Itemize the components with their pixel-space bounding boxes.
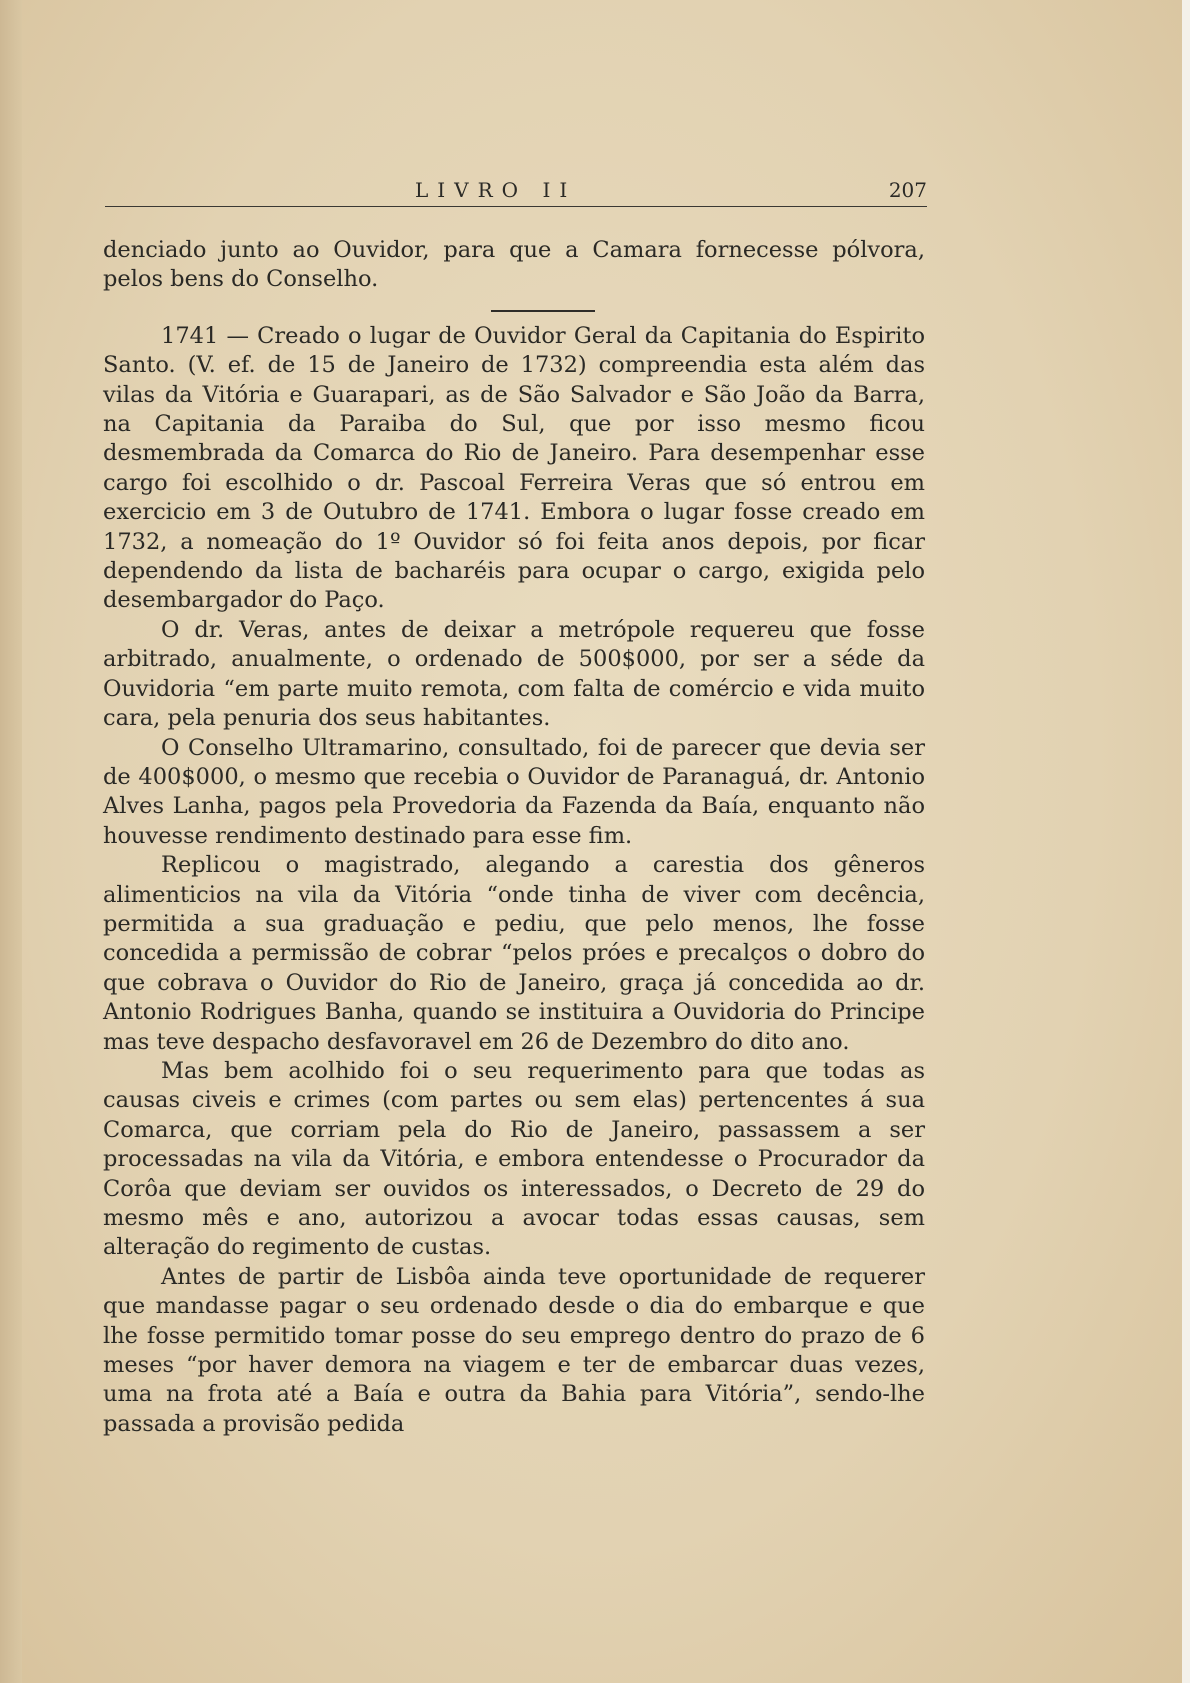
page-binding-edge — [0, 0, 22, 1683]
paragraph: 1741 — Creado o lugar de Ouvidor Geral da Capitania do Espirito Santo. (V. ef. de 15 de Janeiro de 1732) compreendia esta além das vilas da Vitória e Guarapari, as de São Salvador e São João da Barra, na Capitania da Paraiba do Sul, que por isso mesmo ficou desmembrada da Comarca do Rio de Janeiro. Para desempenhar esse cargo foi escolhido o dr. Pascoal Ferreira Veras que só entrou em exercicio em 3 de Outubro de 1741. Embora o lugar fosse creado em 1732, a nomeação do 1º Ouvidor só foi feita anos depois, por ficar dependendo da lista de bacharéis para ocupar o cargo, exigida pelo desembargador do Paço. — [103, 322, 925, 614]
page-header — [105, 178, 927, 204]
page-number: 207 — [888, 178, 927, 202]
paragraph: Antes de partir de Lisbôa ainda teve oportunidade de requerer que mandasse pagar o seu ordenado desde o dia do embarque e que lhe fosse permitido tomar posse do seu emprego dentro do prazo de 6 meses “por haver demora na viagem e ter de embarcar duas vezes, uma na frota até a Baía e outra da Bahia para Vitória”, sendo-lhe passada a provisão pedida — [103, 1263, 925, 1437]
running-title: LIVRO II — [415, 178, 577, 202]
paragraph: O Conselho Ultramarino, consultado, foi de parecer que devia ser de 400$000, o mesmo que recebia o Ouvidor de Paranaguá, dr. Antonio Alves Lanha, pagos pela Provedoria da Fazenda da Baía, enquanto não houvesse rendimento destinado para esse fim. — [103, 734, 925, 849]
paragraph: Mas bem acolhido foi o seu requerimento para que todas as causas civeis e crimes (com partes ou sem elas) pertencentes á sua Comarca, que corriam pela do Rio de Janeiro, passassem a ser processadas na vila da Vitória, e embora entendesse o Procurador da Corôa que deviam ser ouvidos os interessados, o Decreto de 29 do mesmo mês e ano, autorizou a avocar todas essas causas, sem alteração do regimento de custas. — [103, 1057, 925, 1261]
paragraph: Replicou o magistrado, alegando a carestia dos gêneros alimenticios na vila da Vitória “onde tinha de viver com decência, permitida a sua graduação e pediu, que pelo menos, lhe fosse concedida a permissão de cobrar “pelos próes e precalços o dobro do que cobrava o Ouvidor do Rio de Janeiro, graça já concedida ao dr. Antonio Rodrigues Banha, quando se instituira a Ouvidoria do Principe mas teve despacho desfavoravel em 26 de Dezembro do dito ano. — [103, 852, 925, 1055]
paragraph: O dr. Veras, antes de deixar a metrópole requereu que fosse arbitrado, anualmente, o ordenado de 500$000, por ser a séde da Ouvidoria “em parte muito remota, com falta de comércio e vida muito cara, pela penuria dos seus habitantes. — [103, 616, 925, 732]
body-text — [103, 236, 925, 1439]
paragraph: denciado junto ao Ouvidor, para que a Camara fornecesse pólvora, pelos bens do Conselho. — [103, 237, 925, 293]
header-rule — [105, 206, 927, 207]
section-divider — [491, 310, 595, 312]
